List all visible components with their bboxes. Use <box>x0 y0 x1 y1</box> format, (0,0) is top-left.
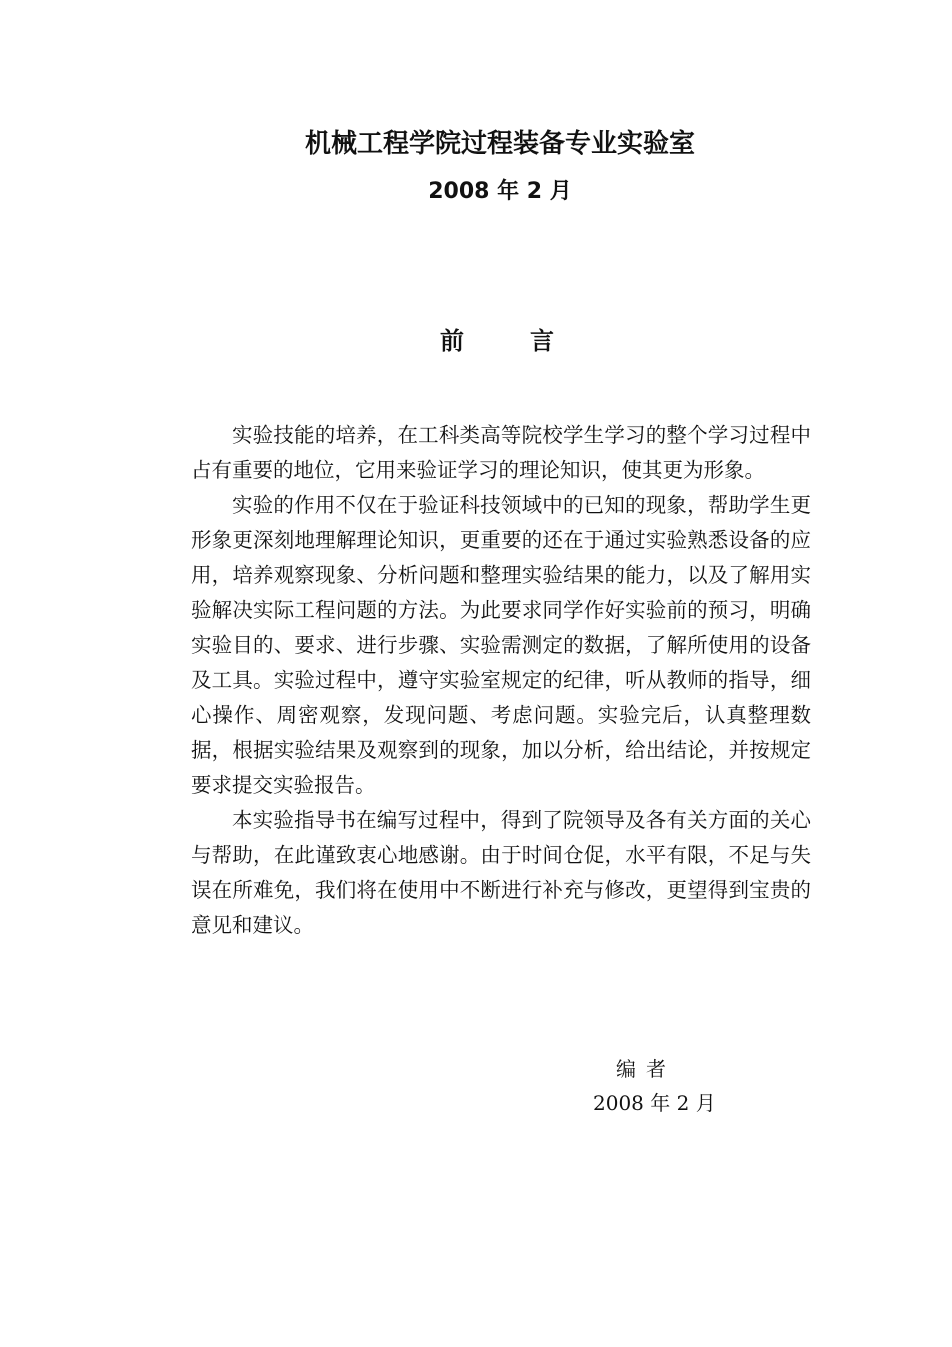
signature-author: 编者 <box>616 1057 676 1081</box>
organization-title: 机械工程学院过程装备专业实验室 <box>304 129 695 159</box>
preface-heading-second-char: 言 <box>530 327 554 355</box>
header-date: 2008 年 2 月 <box>428 179 572 204</box>
preface-heading <box>0 322 952 360</box>
preface-heading-first-char: 前 <box>440 327 464 355</box>
signature-date: 2008 年 2 月 <box>593 1091 716 1115</box>
preface-paragraph-1: 实验技能的培养，在工科类高等院校学生学习的整个学习过程中占有重要的地位，它用来验证学习的理论知识，使其更为形象。 <box>191 423 811 482</box>
signature-block <box>560 1052 760 1120</box>
preface-paragraph-3: 本实验指导书在编写过程中，得到了院领导及各有关方面的关心与帮助，在此谨致衷心地感谢。由于时间仓促，水平有限，不足与失误在所难免，我们将在使用中不断进行补充与修改，更望得到宝贵的意见和建议。 <box>191 808 811 937</box>
preface-paragraph-2: 实验的作用不仅在于验证科技领域中的已知的现象，帮助学生更形象更深刻地理解理论知识，更重要的还在于通过实验熟悉设备的应用，培养观察现象、分析问题和整理实验结果的能力，以及了解用实验解决实际工程问题的方法。为此要求同学作好实验前的预习，明确实验目的、要求、进行步骤、实验需测定的数据，了解所使用的设备及工具。实验过程中，遵守实验室规定的纪律，听从教师的指导，细心操作、周密观察，发现问题、考虑问题。实验完后，认真整理数据，根据实验结果及观察到的现象，加以分析，给出结论，并按规定要求提交实验报告。 <box>191 493 811 797</box>
preface-body <box>191 418 811 943</box>
